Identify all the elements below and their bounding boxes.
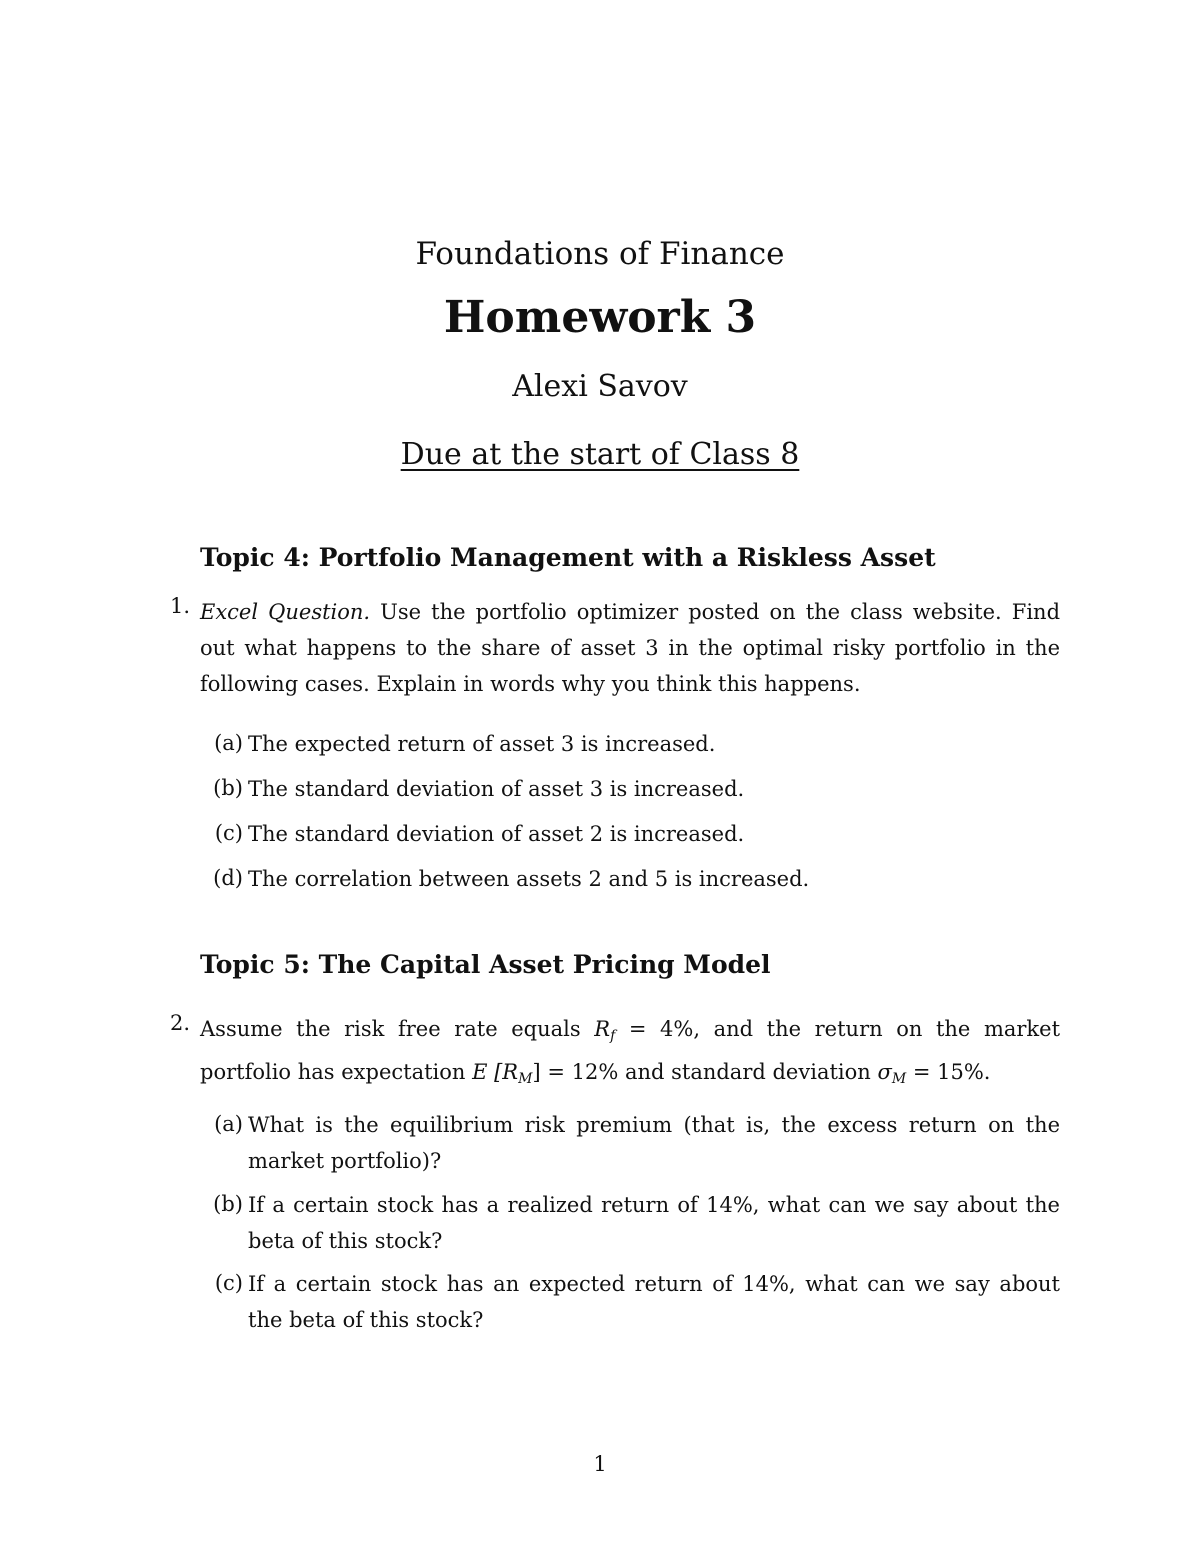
q2-text-4: = 15%. xyxy=(906,1060,991,1084)
homework-title: Homework 3 xyxy=(443,292,757,343)
question-1-lead: Excel Question. xyxy=(200,600,371,624)
q2-part-b-text: If a certain stock has a realized return of 14%, what can we say about the beta of this stock? xyxy=(248,1193,1060,1253)
question-2-number: 2. xyxy=(170,1011,191,1035)
q1-part-c-text: The standard deviation of asset 2 is increased. xyxy=(248,822,745,846)
question-1-body: Use the portfolio optimizer posted on the class website. Find out what happens to the share of asset 3 in the optimal risky portfolio in the following cases. Explain in words why you think this happens. xyxy=(200,600,1061,696)
question-2-text xyxy=(200,1011,1060,1097)
q2-text-2: = 4%, and the return on the market portfolio has expectation xyxy=(200,1017,1061,1084)
q1-part-d-label: (d) xyxy=(213,866,243,890)
expected-return-symbol: E [R xyxy=(472,1060,519,1084)
page-number: 1 xyxy=(593,1452,607,1476)
q2-part-a-text: What is the equilibrium risk premium (that is, the excess return on the market portfolio)? xyxy=(248,1113,1060,1173)
q1-part-a-text: The expected return of asset 3 is increased. xyxy=(248,732,716,756)
topic-4-heading: Topic 4: Portfolio Management with a Riskless Asset xyxy=(200,543,936,572)
due-date-text: Due at the start of Class 8 xyxy=(400,437,800,472)
q2-part-a-label: (a) xyxy=(214,1112,243,1136)
topic-5-heading: Topic 5: The Capital Asset Pricing Model xyxy=(200,950,771,979)
q2-part-c-text: If a certain stock has an expected return of 14%, what can we say about the beta of this stock? xyxy=(248,1272,1060,1332)
question-1-number: 1. xyxy=(170,594,191,618)
q1-part-d-text: The correlation between assets 2 and 5 is increased. xyxy=(248,867,810,891)
q1-part-c-label: (c) xyxy=(214,821,243,845)
q2-part-b-label: (b) xyxy=(213,1192,243,1216)
rf-symbol: R xyxy=(594,1017,611,1041)
sigma-symbol: σ xyxy=(877,1060,892,1084)
rf-subscript: f xyxy=(610,1028,616,1044)
question-1-text xyxy=(200,594,1060,702)
due-date xyxy=(0,437,1200,472)
author-name: Alexi Savov xyxy=(512,369,688,404)
course-name: Foundations of Finance xyxy=(415,236,785,272)
q1-part-b-label: (b) xyxy=(213,776,243,800)
q1-part-b-text: The standard deviation of asset 3 is increased. xyxy=(248,777,745,801)
q1-part-a-label: (a) xyxy=(214,731,243,755)
q2-text-3: ] = 12% and standard deviation xyxy=(532,1060,878,1084)
q2-text-1: Assume the risk free rate equals xyxy=(200,1017,595,1041)
expected-return-subscript: M xyxy=(518,1071,533,1087)
q2-part-c-label: (c) xyxy=(214,1271,243,1295)
sigma-subscript: M xyxy=(891,1071,907,1087)
